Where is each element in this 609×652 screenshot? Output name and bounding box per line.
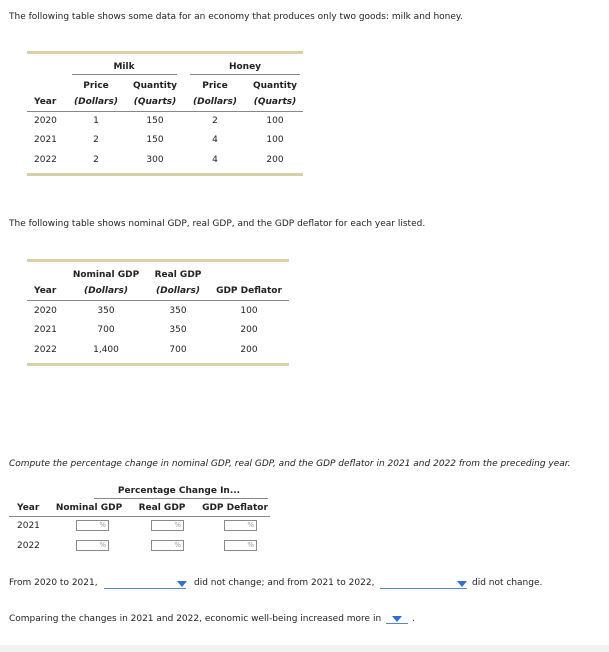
nominal-gdp-change-2022-input[interactable] <box>76 540 109 551</box>
intro-text: The following table shows some data for an economy that produces only two goods: milk and honey. <box>9 12 463 22</box>
cell-honey-qty: 100 <box>266 135 284 145</box>
real-gdp-change-2021-input[interactable] <box>151 520 184 531</box>
cell-year: 2021 <box>17 521 40 531</box>
cell-real: 700 <box>169 345 187 355</box>
col-real: Real GDP <box>138 503 186 513</box>
col-nominal-unit: (Dollars) <box>84 286 128 296</box>
group-rule <box>94 498 268 499</box>
col-milk-price: Price <box>83 81 109 91</box>
cell-year: 2022 <box>34 155 57 165</box>
cell-honey-qty: 200 <box>266 155 284 165</box>
nominal-gdp-change-2021-input[interactable] <box>76 520 109 531</box>
well-being-year-dropdown[interactable] <box>386 613 408 624</box>
unchanged-variable-2021-dropdown[interactable] <box>104 578 186 589</box>
prompt-text: Compute the percentage change in nominal GDP, real GDP, and the GDP deflator in 2021 and 2022 from the preceding year. <box>9 459 571 469</box>
table-1-header-rule <box>27 111 303 112</box>
cell-year: 2022 <box>34 345 57 355</box>
percent-sign: % <box>99 521 106 529</box>
cell-milk-price: 2 <box>93 155 99 165</box>
col-real: Real GDP <box>154 270 202 280</box>
intro-2-text: The following table shows nominal GDP, real GDP, and the GDP deflator for each year listed. <box>9 219 426 229</box>
cell-nominal: 350 <box>97 306 115 316</box>
sentence-2-part-b: . <box>412 614 415 624</box>
cell-deflator: 200 <box>240 345 258 355</box>
cell-nominal: 1,400 <box>93 345 119 355</box>
cell-year: 2020 <box>34 116 57 126</box>
chevron-down-icon <box>177 581 187 587</box>
cell-real: 350 <box>169 325 187 335</box>
percent-sign: % <box>247 521 254 529</box>
percent-sign: % <box>247 541 254 549</box>
col-honey-qty: Quantity <box>252 81 298 91</box>
cell-honey-qty: 100 <box>266 116 284 126</box>
cell-milk-qty: 150 <box>146 116 164 126</box>
col-nominal: Nominal GDP <box>72 270 140 280</box>
percent-sign: % <box>99 541 106 549</box>
sentence-1-part-a: From 2020 to 2021, <box>9 578 98 588</box>
cell-milk-qty: 150 <box>146 135 164 145</box>
col-year: Year <box>17 503 40 513</box>
cell-deflator: 100 <box>240 306 258 316</box>
table-2-top-border <box>27 259 289 262</box>
group-percentage-change: Percentage Change In... <box>117 486 241 496</box>
cell-year: 2020 <box>34 306 57 316</box>
col-real-unit: (Dollars) <box>156 286 200 296</box>
col-milk-qty-unit: (Quarts) <box>133 97 177 107</box>
col-honey-price-unit: (Dollars) <box>193 97 237 107</box>
cell-honey-price: 4 <box>212 135 218 145</box>
footer-strip <box>0 645 609 652</box>
cell-milk-price: 1 <box>93 116 99 126</box>
table-3-header-rule <box>9 516 270 517</box>
cell-year: 2021 <box>34 325 57 335</box>
table-2-header-rule <box>27 300 289 301</box>
sentence-2-part-a: Comparing the changes in 2021 and 2022, economic well-being increased more in <box>9 614 382 624</box>
cell-milk-qty: 300 <box>146 155 164 165</box>
milk-group-rule <box>72 74 177 75</box>
col-milk-price-unit: (Dollars) <box>74 97 118 107</box>
cell-nominal: 700 <box>97 325 115 335</box>
chevron-down-icon <box>457 581 467 587</box>
col-year: Year <box>34 97 57 107</box>
col-deflator: GDP Deflator <box>202 503 268 513</box>
real-gdp-change-2022-input[interactable] <box>151 540 184 551</box>
col-honey-price: Price <box>202 81 228 91</box>
col-deflator: GDP Deflator <box>216 286 282 296</box>
col-year: Year <box>34 286 57 296</box>
col-nominal: Nominal GDP <box>55 503 123 513</box>
cell-year: 2022 <box>17 541 40 551</box>
honey-group-rule <box>190 74 300 75</box>
unchanged-variable-2022-dropdown[interactable] <box>380 578 467 589</box>
cell-deflator: 200 <box>240 325 258 335</box>
cell-honey-price: 4 <box>212 155 218 165</box>
cell-real: 350 <box>169 306 187 316</box>
percent-sign: % <box>174 541 181 549</box>
table-1-top-border <box>27 51 303 54</box>
col-milk-qty: Quantity <box>132 81 178 91</box>
gdp-deflator-change-2022-input[interactable] <box>224 540 257 551</box>
sentence-1-part-c: did not change. <box>472 578 543 588</box>
col-honey-qty-unit: (Quarts) <box>253 97 297 107</box>
group-honey: Honey <box>228 62 262 72</box>
chevron-down-icon <box>392 616 402 622</box>
cell-milk-price: 2 <box>93 135 99 145</box>
cell-year: 2021 <box>34 135 57 145</box>
sentence-1-part-b: did not change; and from 2021 to 2022, <box>194 578 375 588</box>
gdp-deflator-change-2021-input[interactable] <box>224 520 257 531</box>
table-2-bottom-border <box>27 363 289 366</box>
percent-sign: % <box>174 521 181 529</box>
table-1-bottom-border <box>27 173 303 176</box>
cell-honey-price: 2 <box>212 116 218 126</box>
group-milk: Milk <box>113 62 135 72</box>
